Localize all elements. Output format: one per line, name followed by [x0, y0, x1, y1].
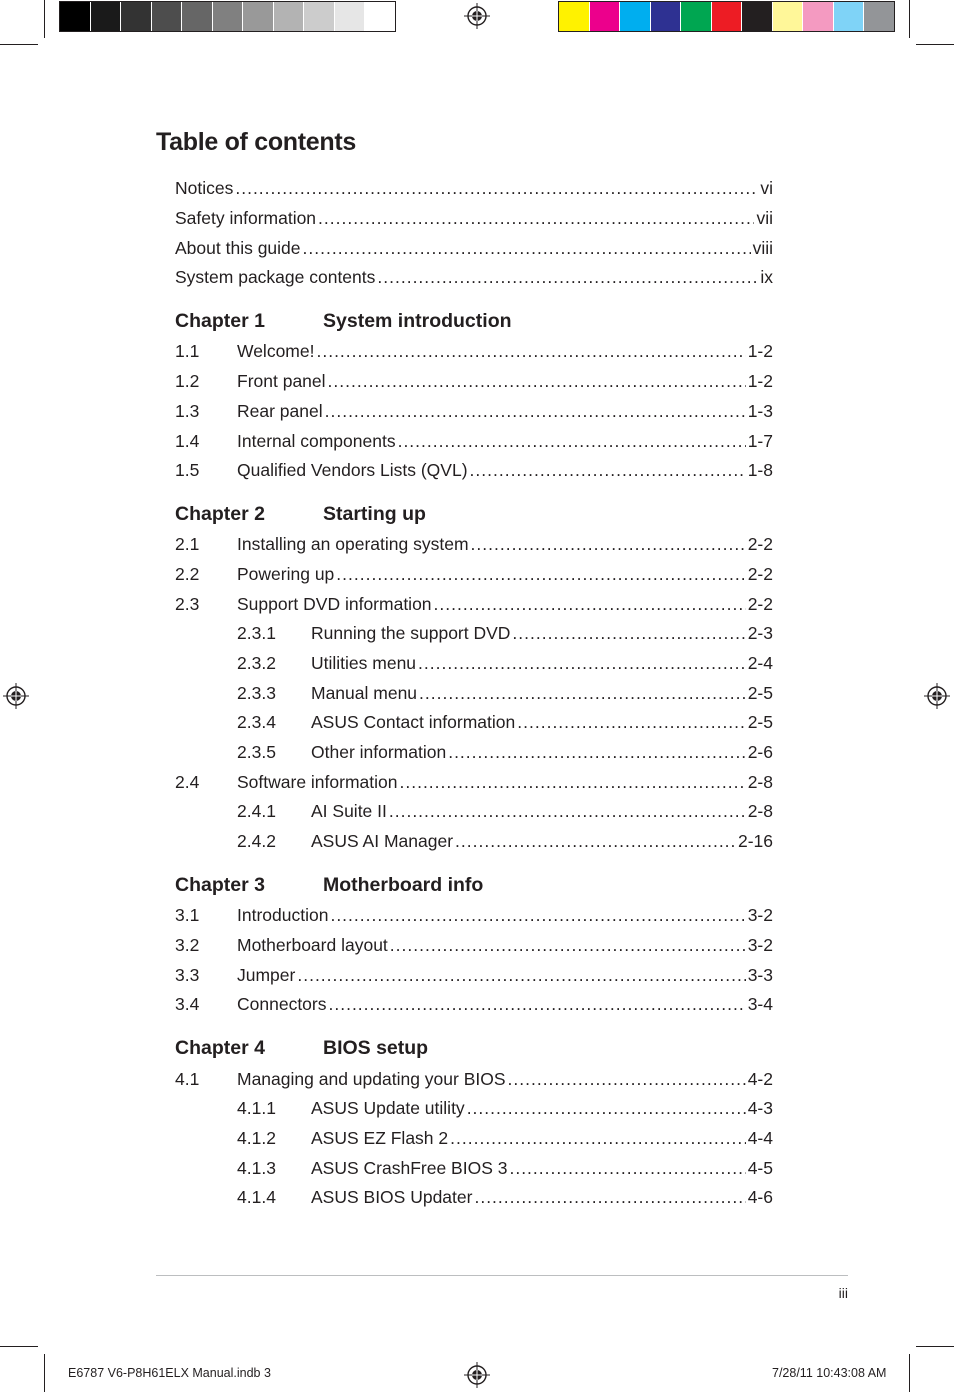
toc-subentry[interactable] — [237, 1125, 773, 1151]
toc-entry-page: 2-16 — [737, 831, 773, 851]
toc-subentry[interactable] — [237, 709, 773, 735]
toc-entry-number: 4.1.3 — [237, 1158, 276, 1178]
color-swatch — [91, 2, 122, 31]
toc-entry-label: Installing an operating system — [237, 534, 469, 554]
toc-entry-page: viii — [752, 238, 773, 258]
toc-entry-number: 2.3.2 — [237, 653, 276, 673]
dot-leader — [328, 368, 746, 394]
dot-leader — [509, 1155, 745, 1181]
chapter-heading[interactable] — [175, 872, 483, 898]
registration-mark-right-icon — [924, 683, 950, 709]
toc-entry-label: Support DVD information — [237, 594, 432, 614]
toc-entry-label: System package contents — [175, 267, 376, 287]
color-swatch — [121, 2, 152, 31]
toc-entry-label: ASUS Update utility — [311, 1098, 465, 1118]
chapter-title: Motherboard info — [323, 874, 484, 896]
dot-leader — [330, 902, 745, 928]
page-number: iii — [838, 1285, 848, 1301]
dot-leader — [467, 1095, 746, 1121]
toc-entry-page: 4-5 — [747, 1158, 773, 1178]
toc-entry[interactable] — [175, 368, 773, 394]
toc-entry-label: Front panel — [237, 371, 326, 391]
toc-entry-page: vii — [756, 208, 773, 228]
color-swatch — [60, 2, 91, 31]
toc-entry-page: 1-2 — [747, 371, 773, 391]
toc-entry-label: Managing and updating your BIOS — [237, 1069, 506, 1089]
print-slug-file: E6787 V6-P8H61ELX Manual.indb 3 — [68, 1366, 271, 1380]
toc-entry-page: 2-6 — [747, 742, 773, 762]
toc-entry-label: Safety information — [175, 208, 317, 228]
toc-entry-label: Rear panel — [237, 401, 323, 421]
toc-entry[interactable] — [175, 531, 773, 557]
color-swatch — [335, 2, 366, 31]
toc-entry-label: Jumper — [237, 965, 296, 985]
toc-entry-label: Qualified Vendors Lists (QVL) — [237, 460, 468, 480]
chapter-heading[interactable] — [175, 308, 512, 334]
chapter-number: Chapter 4 — [175, 1037, 265, 1059]
color-swatch — [559, 2, 590, 31]
toc-entry[interactable] — [175, 902, 773, 928]
toc-entry-page: 4-4 — [747, 1128, 773, 1148]
toc-entry-page: 1-2 — [747, 341, 773, 361]
toc-entry-number: 3.4 — [175, 994, 200, 1014]
color-swatch — [803, 2, 834, 31]
dot-leader — [377, 264, 758, 290]
color-swatch — [274, 2, 305, 31]
crop-mark-top-left-h — [0, 44, 38, 45]
chapter-heading[interactable] — [175, 501, 426, 527]
chapter-number: Chapter 1 — [175, 310, 265, 332]
dot-leader — [517, 709, 745, 735]
dot-leader — [448, 739, 746, 765]
toc-entry[interactable] — [175, 428, 773, 454]
dot-leader — [316, 338, 745, 364]
toc-entry-page: 3-3 — [747, 965, 773, 985]
toc-entry-label: Introduction — [237, 905, 329, 925]
toc-entry-label: Utilities menu — [311, 653, 417, 673]
toc-entry[interactable] — [175, 591, 773, 617]
toc-entry-label: Other information — [311, 742, 447, 762]
toc-entry-page: 1-8 — [747, 460, 773, 480]
crop-mark-top-right-h — [916, 44, 954, 45]
toc-entry-label: Internal components — [237, 431, 396, 451]
toc-entry-page: 2-3 — [747, 623, 773, 643]
toc-entry-page: 4-2 — [747, 1069, 773, 1089]
chapter-title: Starting up — [323, 503, 426, 525]
toc-entry-label: Running the support DVD — [311, 623, 511, 643]
toc-entry-label: ASUS EZ Flash 2 — [311, 1128, 449, 1148]
toc-entry-number: 2.4.1 — [237, 801, 276, 821]
dot-leader — [418, 650, 746, 676]
toc-entry-number: 2.1 — [175, 534, 200, 554]
toc-entry-label: AI Suite II — [311, 801, 387, 821]
toc-entry-number: 2.4 — [175, 772, 200, 792]
dot-leader — [325, 398, 746, 424]
toc-entry-number: 1.2 — [175, 371, 200, 391]
dot-leader — [398, 428, 746, 454]
color-swatch — [304, 2, 335, 31]
toc-entry-page: 4-3 — [747, 1098, 773, 1118]
color-swatch — [712, 2, 743, 31]
dot-leader — [455, 828, 736, 854]
toc-entry-label: Notices — [175, 178, 234, 198]
toc-entry-label: Motherboard layout — [237, 935, 388, 955]
dot-leader — [297, 962, 745, 988]
toc-entry[interactable] — [175, 769, 773, 795]
color-swatch — [651, 2, 682, 31]
color-swatch-strip — [558, 1, 895, 32]
toc-entry-page: 3-4 — [747, 994, 773, 1014]
toc-entry[interactable] — [175, 398, 773, 424]
toc-entry-number: 2.2 — [175, 564, 200, 584]
print-slug-timestamp: 7/28/11 10:43:08 AM — [772, 1366, 887, 1380]
color-swatch — [182, 2, 213, 31]
toc-entry[interactable] — [175, 338, 773, 364]
toc-entry-number: 4.1 — [175, 1069, 200, 1089]
toc-entry-number: 3.2 — [175, 935, 200, 955]
toc-subentry[interactable] — [237, 739, 773, 765]
toc-entry-label: ASUS AI Manager — [311, 831, 454, 851]
toc-entry-system-package-contents[interactable] — [175, 264, 773, 290]
dot-leader — [329, 991, 746, 1017]
dot-leader — [235, 175, 758, 201]
crop-mark-top-left-v — [44, 0, 45, 38]
toc-entry-page: 2-2 — [747, 594, 773, 614]
toc-entry-number: 2.3.5 — [237, 742, 276, 762]
color-swatch — [681, 2, 712, 31]
toc-entry[interactable] — [175, 932, 773, 958]
crop-mark-bottom-right-v — [909, 1354, 910, 1392]
toc-entry-page: 2-5 — [747, 712, 773, 732]
crop-mark-bottom-right-h — [916, 1346, 954, 1347]
dot-leader — [434, 591, 746, 617]
toc-entry-page: 2-2 — [747, 534, 773, 554]
dot-leader — [471, 531, 746, 557]
toc-entry-notices[interactable] — [175, 175, 773, 201]
toc-entry-page: ix — [760, 267, 773, 287]
toc-entry-about-this-guide[interactable] — [175, 235, 773, 261]
toc-entry-page: 2-4 — [747, 653, 773, 673]
toc-subentry[interactable] — [237, 620, 773, 646]
color-swatch — [365, 2, 395, 31]
grayscale-swatch-strip — [59, 1, 396, 32]
color-swatch — [243, 2, 274, 31]
registration-mark-left-icon — [3, 683, 29, 709]
toc-entry-label: Connectors — [237, 994, 327, 1014]
page-title: Table of contents — [156, 128, 357, 156]
toc-entry[interactable] — [175, 991, 773, 1017]
toc-entry-label: Manual menu — [311, 683, 418, 703]
toc-entry-label: ASUS Contact information — [311, 712, 516, 732]
color-swatch — [620, 2, 651, 31]
toc-entry[interactable] — [175, 962, 773, 988]
dot-leader — [318, 205, 754, 231]
toc-entry-number: 2.3.3 — [237, 683, 276, 703]
dot-leader — [450, 1125, 746, 1151]
toc-entry-number: 2.3.1 — [237, 623, 276, 643]
toc-entry-number: 1.1 — [175, 341, 200, 361]
color-swatch — [590, 2, 621, 31]
dot-leader — [390, 932, 746, 958]
toc-subentry[interactable] — [237, 798, 773, 824]
toc-entry[interactable] — [175, 457, 773, 483]
chapter-number: Chapter 2 — [175, 503, 265, 525]
chapter-title: BIOS setup — [323, 1037, 429, 1059]
color-swatch — [773, 2, 804, 31]
toc-entry-number: 4.1.4 — [237, 1187, 276, 1207]
dot-leader — [419, 680, 746, 706]
toc-entry-page: vi — [760, 178, 773, 198]
toc-entry-number: 1.4 — [175, 431, 200, 451]
chapter-title: System introduction — [323, 310, 512, 332]
toc-entry-number: 3.3 — [175, 965, 200, 985]
dot-leader — [470, 457, 746, 483]
footer-divider — [156, 1275, 848, 1276]
chapter-number: Chapter 3 — [175, 874, 265, 896]
toc-entry-page: 2-8 — [747, 772, 773, 792]
toc-entry-number: 3.1 — [175, 905, 200, 925]
toc-subentry[interactable] — [237, 1095, 773, 1121]
toc-entry-label: Powering up — [237, 564, 335, 584]
toc-entry-page: 2-5 — [747, 683, 773, 703]
toc-entry-safety-information[interactable] — [175, 205, 773, 231]
dot-leader — [400, 769, 746, 795]
toc-entry-label: ASUS CrashFree BIOS 3 — [311, 1158, 508, 1178]
toc-entry[interactable] — [175, 1066, 773, 1092]
color-swatch — [213, 2, 244, 31]
toc-entry-number: 1.3 — [175, 401, 200, 421]
toc-entry-label: Software information — [237, 772, 398, 792]
toc-subentry[interactable] — [237, 1155, 773, 1181]
toc-entry[interactable] — [175, 561, 773, 587]
color-swatch — [864, 2, 894, 31]
dot-leader — [508, 1066, 746, 1092]
toc-entry-number: 2.4.2 — [237, 831, 276, 851]
toc-entry-label: Welcome! — [237, 341, 315, 361]
toc-entry-number: 4.1.1 — [237, 1098, 276, 1118]
crop-mark-bottom-left-h — [0, 1346, 38, 1347]
toc-entry-page: 1-3 — [747, 401, 773, 421]
crop-mark-bottom-left-v — [44, 1354, 45, 1392]
toc-entry-page: 2-2 — [747, 564, 773, 584]
toc-entry-label: About this guide — [175, 238, 301, 258]
dot-leader — [512, 620, 745, 646]
chapter-heading[interactable] — [175, 1035, 428, 1061]
toc-entry-number: 4.1.2 — [237, 1128, 276, 1148]
toc-entry-number: 2.3 — [175, 594, 200, 614]
toc-entry-page: 2-8 — [747, 801, 773, 821]
toc-subentry[interactable] — [237, 680, 773, 706]
color-swatch — [834, 2, 865, 31]
toc-entry-label: ASUS BIOS Updater — [311, 1187, 473, 1207]
color-swatch — [152, 2, 183, 31]
dot-leader — [303, 235, 751, 261]
color-swatch — [742, 2, 773, 31]
toc-entry-number: 1.5 — [175, 460, 200, 480]
toc-subentry[interactable] — [237, 1184, 773, 1210]
toc-entry-page: 3-2 — [747, 935, 773, 955]
dot-leader — [474, 1184, 745, 1210]
registration-mark-bottom-icon — [464, 1362, 490, 1388]
toc-entry-page: 1-7 — [747, 431, 773, 451]
toc-entry-page: 3-2 — [747, 905, 773, 925]
registration-mark-top-icon — [464, 3, 490, 29]
crop-mark-top-right-v — [909, 0, 910, 38]
toc-entry-page: 4-6 — [747, 1187, 773, 1207]
dot-leader — [336, 561, 745, 587]
dot-leader — [389, 798, 746, 824]
toc-entry-number: 2.3.4 — [237, 712, 276, 732]
toc-subentry[interactable] — [237, 650, 773, 676]
toc-subentry[interactable] — [237, 828, 773, 854]
